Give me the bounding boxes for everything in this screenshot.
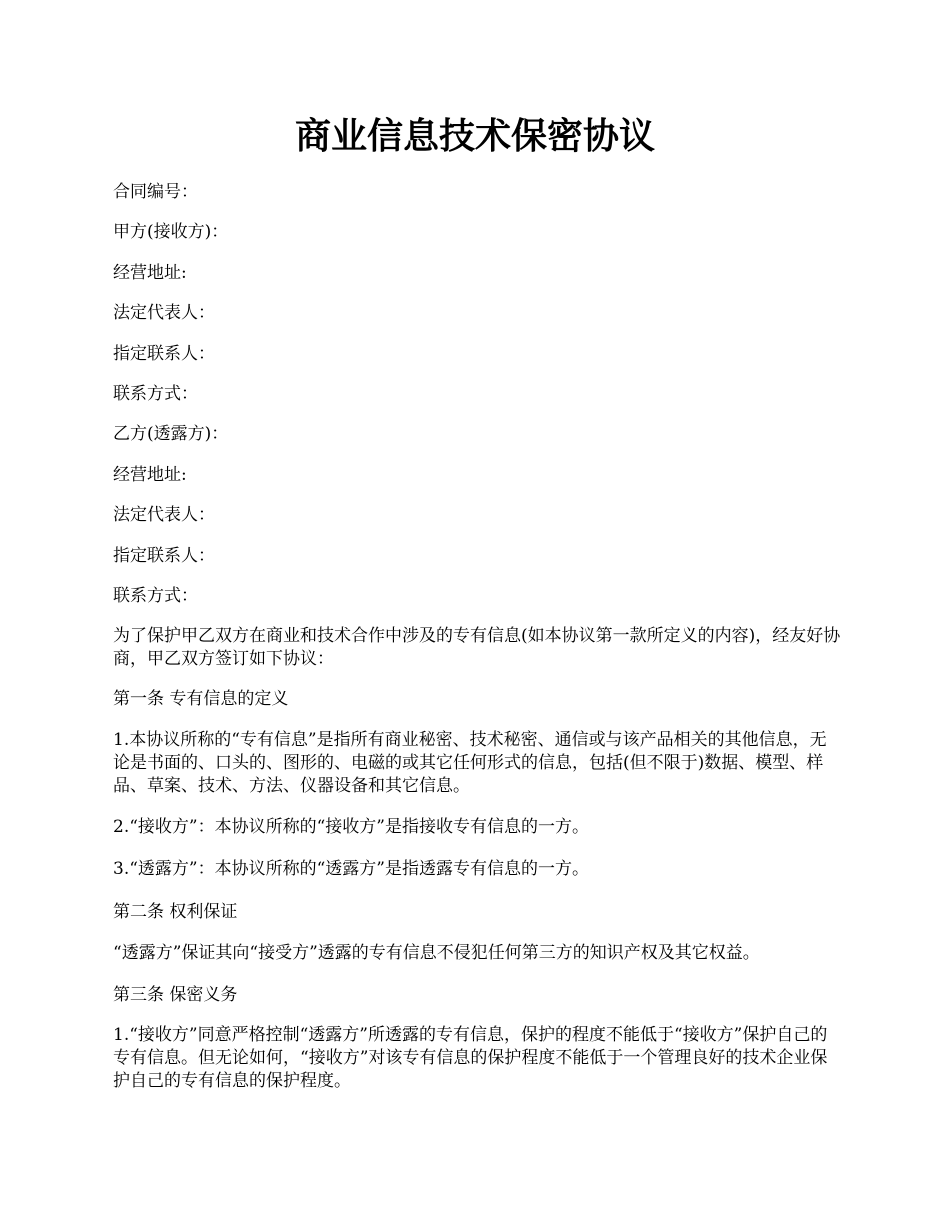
party-info-list — [113, 178, 228, 622]
article-3-clause-1: 1.“接收方”同意严格控制“透露方”所透露的专有信息，保护的程度不能低于“接收方”保护自己的专有信息。但无论如何，“接收方”对该专有信息的保护程度不能低于一个管理良好的技术企业保护自己的专有信息的保护程度。 — [113, 1025, 828, 1091]
article-1-clause-2: 2.“接收方”：本协议所称的“接收方”是指接收专有信息的一方。 — [113, 817, 589, 837]
contract-number-label: 合同编号： — [113, 182, 198, 202]
article-1-clause-3: 3.“透露方”：本协议所称的“透露方”是指透露专有信息的一方。 — [113, 859, 589, 879]
party-a-address-label: 经营地址: — [113, 262, 187, 283]
party-b-address-label: 经营地址: — [113, 464, 187, 485]
article-3-heading: 第三条 保密义务 — [113, 985, 238, 1005]
article-2-paragraph: “透露方”保证其向“接受方”透露的专有信息不侵犯任何第三方的知识产权及其它权益。 — [113, 943, 760, 963]
party-a-label: 甲方(接收方)： — [113, 222, 229, 243]
preamble-paragraph: 为了保护甲乙双方在商业和技术合作中涉及的专有信息(如本协议第一款所定义的内容)，经友好协商，甲乙双方签订如下协议： — [113, 626, 841, 669]
article-2-heading: 第二条 权利保证 — [113, 902, 238, 922]
party-b-contact-person-label: 指定联系人： — [113, 545, 215, 566]
party-b-legal-rep-label: 法定代表人： — [113, 505, 215, 526]
party-a-contact-person-label: 指定联系人： — [113, 343, 215, 364]
party-b-contact-info-label: 联系方式： — [113, 585, 198, 606]
article-1-clause-1: 1.本协议所称的“专有信息”是指所有商业秘密、技术秘密、通信或与该产品相关的其他信息，无论是书面的、口头的、图形的、电磁的或其它任何形式的信息，包括(但不限于)数据、模型、样品、草案、技术、方法、仪器设备和其它信息。 — [113, 730, 827, 796]
party-a-legal-rep-label: 法定代表人： — [113, 303, 215, 324]
party-b-label: 乙方(透露方)： — [113, 424, 229, 445]
article-1-heading: 第一条 专有信息的定义 — [113, 689, 289, 709]
party-a-contact-info-label: 联系方式： — [113, 383, 198, 404]
document-title: 商业信息技术保密协议 — [294, 115, 655, 157]
